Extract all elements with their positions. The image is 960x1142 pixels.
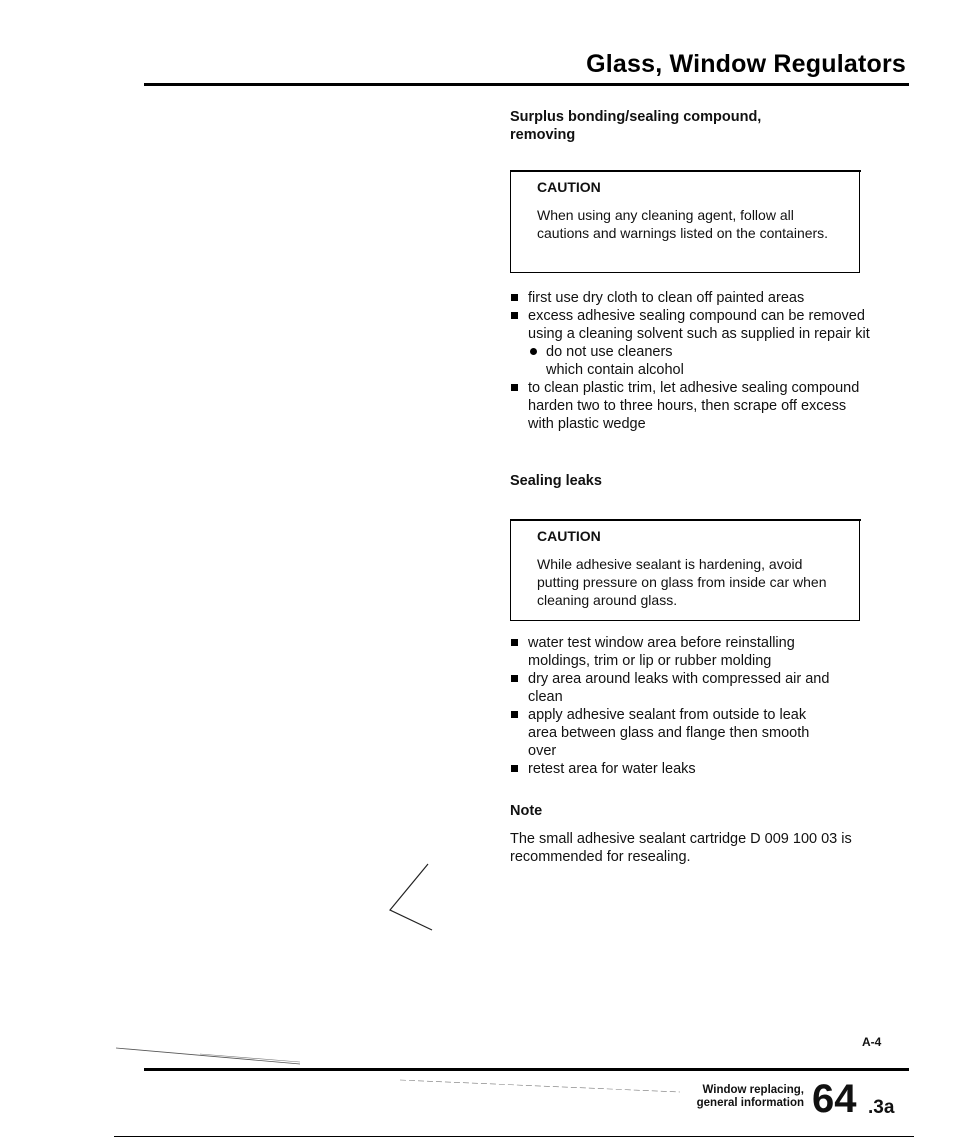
footer-chapter-label: [676, 1084, 804, 1110]
section-surplus-compound: [510, 108, 870, 144]
header-rule: [144, 83, 909, 86]
section-sealing-leaks: [510, 472, 870, 490]
note-title: Note: [510, 803, 543, 819]
caution-box-cleaning: [510, 170, 860, 273]
caution-top-rule: [510, 519, 861, 521]
step-list: [510, 634, 855, 778]
note-block: [510, 802, 860, 866]
caution-title: CAUTION: [537, 179, 601, 195]
sub-list: [528, 343, 870, 379]
scan-artifact-mark: [380, 860, 440, 940]
page-label: A-4: [862, 1035, 882, 1049]
note-text: The small adhesive sealant cartridge D 009 100 03 is recommended for resealing.: [510, 831, 852, 865]
caution-top-rule: [510, 170, 861, 172]
list-item: water test window area before reinstalling moldings, trim or lip or rubber molding: [510, 634, 855, 670]
footer-base-rule: [114, 1136, 914, 1137]
footer-label-line: general information: [696, 1097, 804, 1109]
sub-list-item: do not use cleaners which contain alcohol: [528, 343, 706, 379]
section2-steps: [510, 634, 855, 778]
section1-steps: [510, 289, 870, 433]
list-item: dry area around leaks with compressed air and clean: [510, 670, 855, 706]
caution-text: When using any cleaning agent, follow all cautions and warnings listed on the containers.: [537, 207, 829, 241]
list-item: excess adhesive sealing compound can be removed using a cleaning solvent such as supplied in repair kit do not use cleaners which contain alcohol: [510, 307, 870, 379]
page-header-title: Glass, Window Regulators: [586, 50, 906, 78]
section-title-surplus: Surplus bonding/sealing compound, removing: [510, 109, 762, 143]
caution-title: CAUTION: [537, 528, 601, 544]
section-title-sealing: Sealing leaks: [510, 473, 602, 489]
list-item: retest area for water leaks: [510, 760, 855, 778]
footer-rule: [144, 1068, 909, 1071]
footer-label-line: Window replacing,: [702, 1084, 804, 1096]
step-list: [510, 289, 870, 433]
list-item: to clean plastic trim, let adhesive sealing compound harden two to three hours, then scrape off excess with plastic wedge: [510, 379, 870, 433]
list-item: first use dry cloth to clean off painted areas: [510, 289, 870, 307]
footer-page-suffix: .3a: [868, 1097, 895, 1118]
list-item: apply adhesive sealant from outside to leak area between glass and flange then smooth over: [510, 706, 828, 760]
caution-box-hardening: [510, 519, 860, 621]
caution-text: While adhesive sealant is hardening, avoid putting pressure on glass from inside car when cleaning around glass.: [537, 556, 827, 608]
footer-page-number: 64: [812, 1077, 857, 1121]
